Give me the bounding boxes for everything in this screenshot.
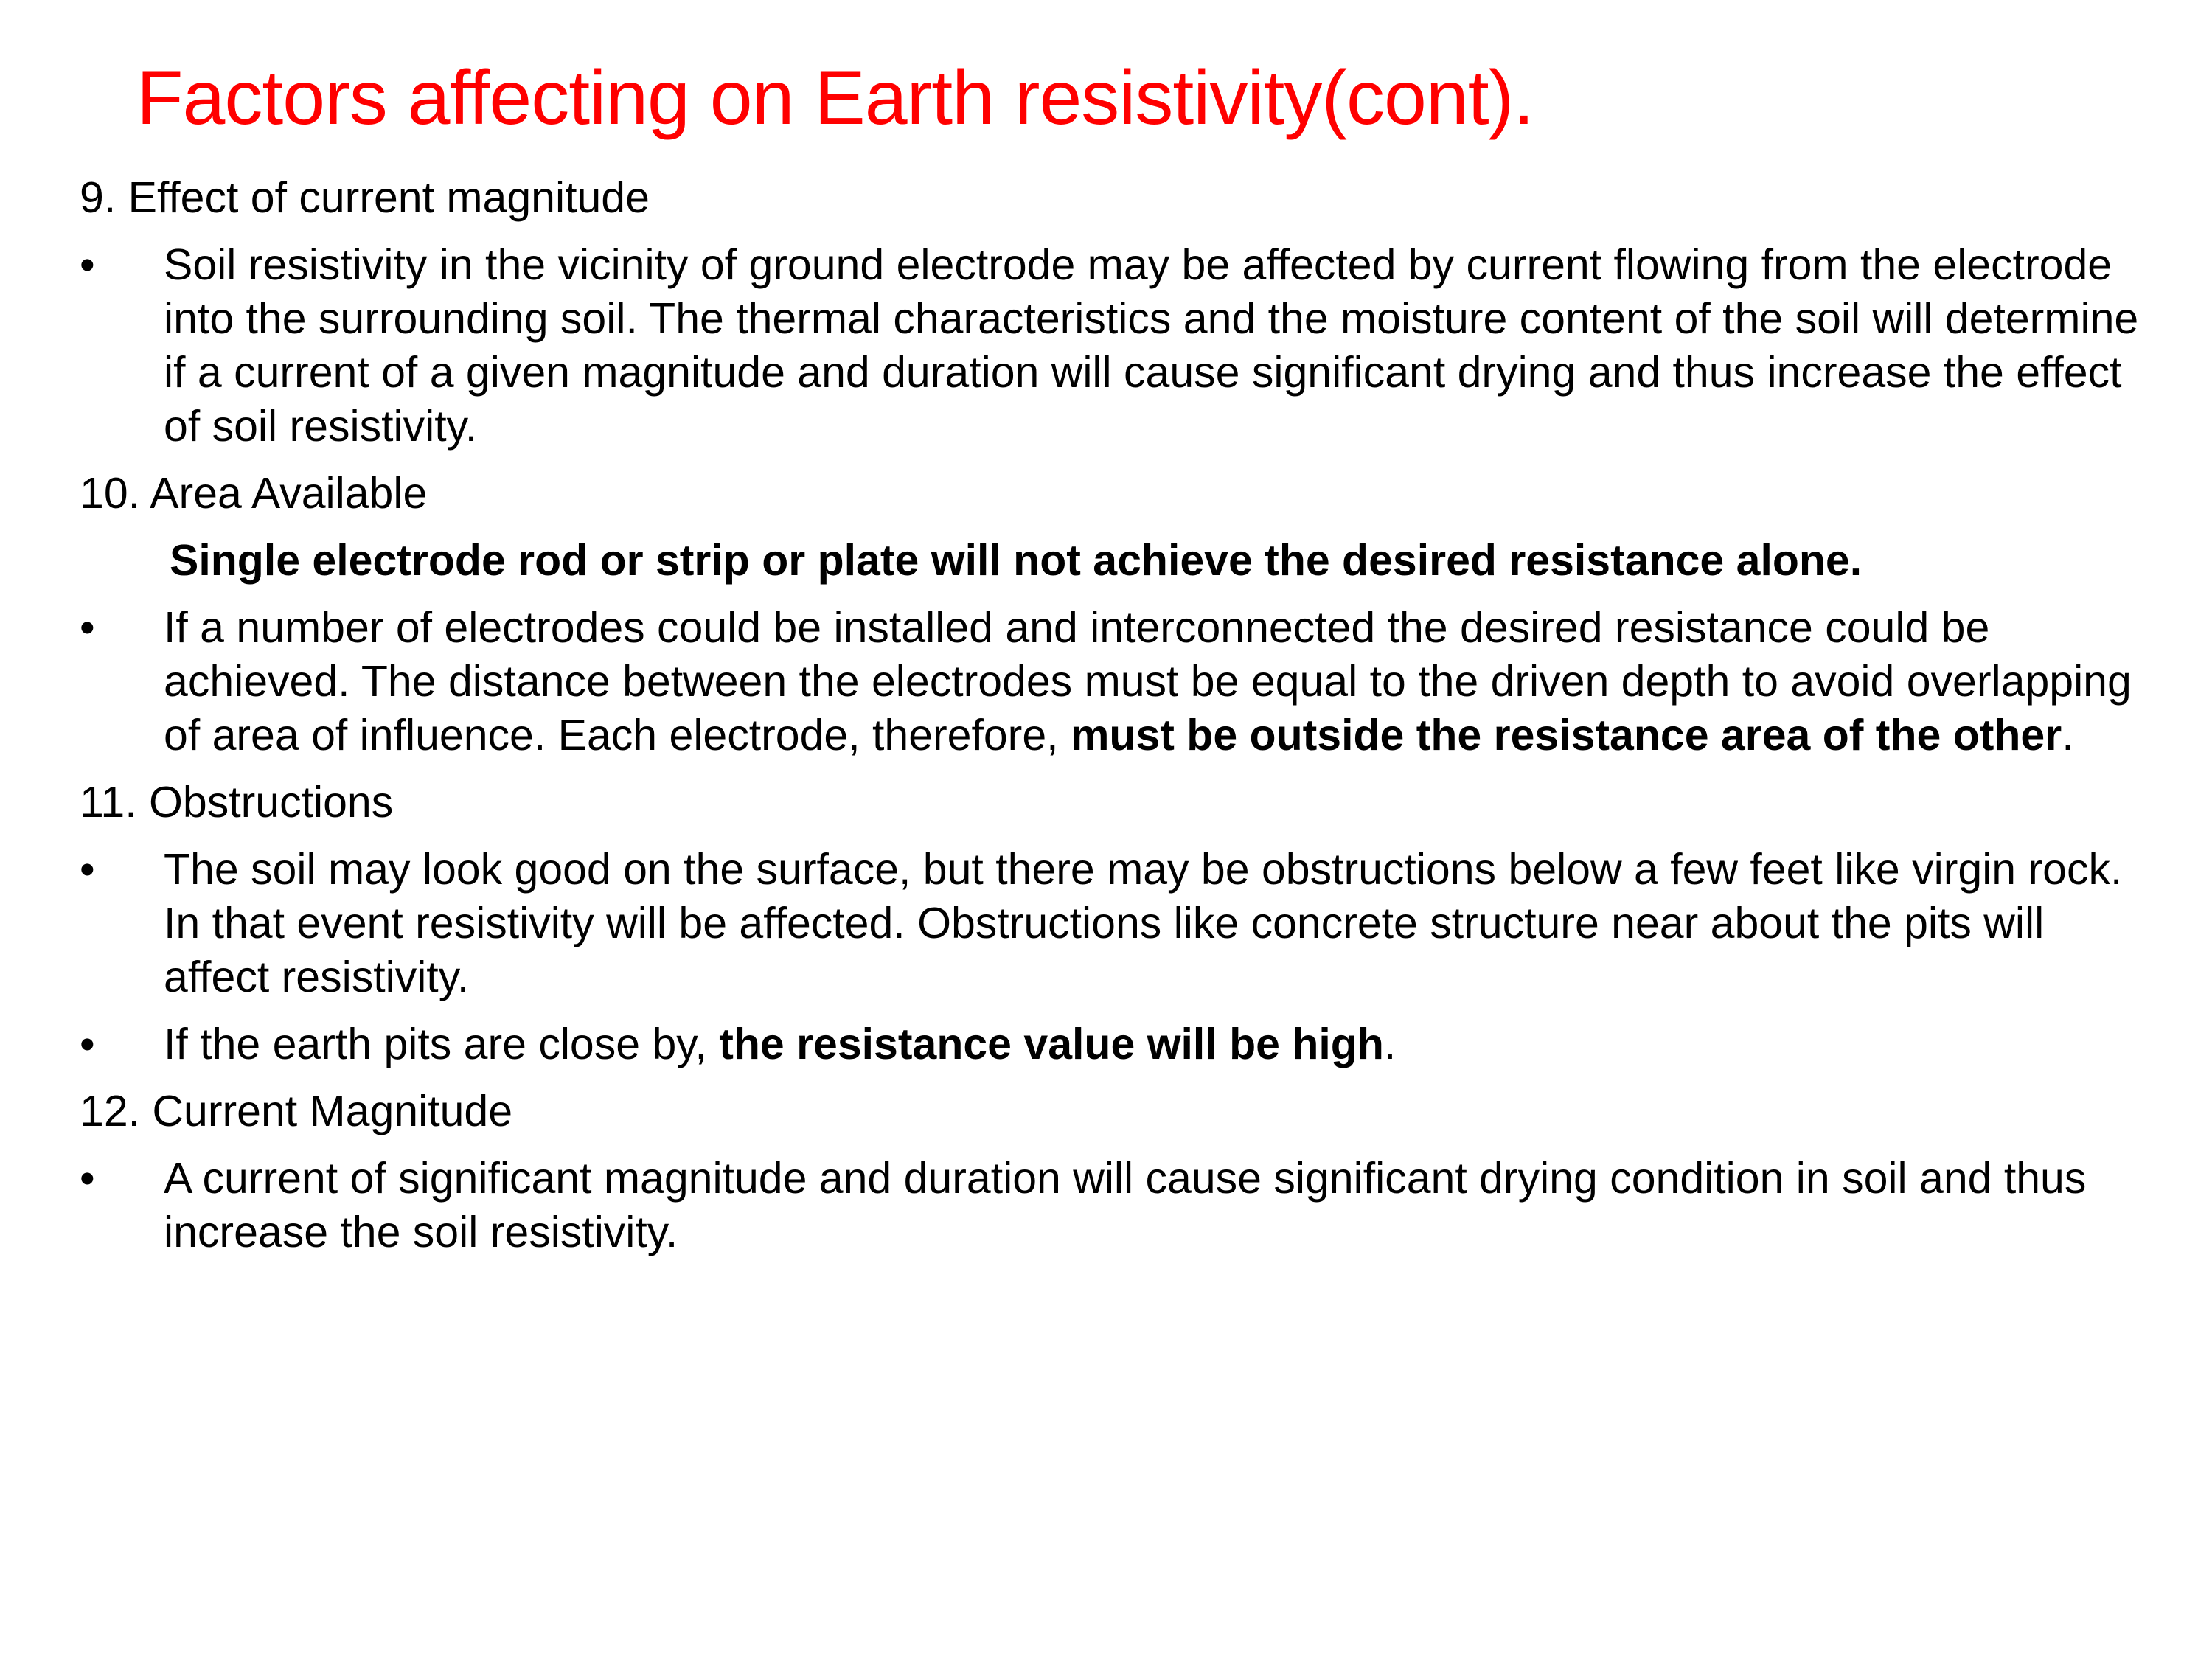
section-11-bullet-2 xyxy=(80,1018,2159,1071)
bullet-text: Soil resistivity in the vicinity of ground electrode may be affected by current flowing from the electrode into the surrounding soil. The thermal characteristics and the moisture content of the soil will determine if a current of a given magnitude and duration will cause significant drying and thus increase the effect of soil resistivity. xyxy=(164,240,2139,451)
section-11-bullet-1 xyxy=(80,843,2159,1004)
section-10-heading: 10. Area Available xyxy=(80,469,428,518)
bullet-end-text: . xyxy=(2062,711,2074,759)
bullet-dot-icon: • xyxy=(80,845,95,894)
section-11-heading: 11. Obstructions xyxy=(80,778,394,827)
bullet-text: A current of significant magnitude and duration will cause significant drying condition in soil and thus increase the soil resistivity. xyxy=(164,1154,2087,1256)
section-12-heading: 12. Current Magnitude xyxy=(80,1087,513,1135)
slide-title: Factors affecting on Earth resistivity(cont). xyxy=(136,55,1534,141)
section-10-bullet-1 xyxy=(80,601,2159,762)
bullet-dot-icon: • xyxy=(80,1020,95,1068)
section-12-bullet-1 xyxy=(80,1152,2159,1259)
bullet-bold-text: the resistance value will be high xyxy=(719,1020,1384,1068)
bullet-text: If the earth pits are close by, xyxy=(164,1020,707,1068)
bullet-end-text: . xyxy=(1383,1020,1397,1068)
bullet-dot-icon: • xyxy=(80,603,95,652)
bullet-dot-icon: • xyxy=(80,1154,95,1203)
section-9-bullet-1 xyxy=(80,238,2159,453)
slide-body xyxy=(80,171,2159,1273)
section-9-heading: 9. Effect of current magnitude xyxy=(80,173,650,222)
section-10-bold-line: Single electrode rod or strip or plate will not achieve the desired resistance alone. xyxy=(170,536,1863,585)
bullet-text: If a number of electrodes could be installed and interconnected the desired resistance could be achieved. The distance between the electrodes must be equal to the driven depth to avoid overlapping of area of influence. Each electrode, therefore, xyxy=(164,603,2132,759)
bullet-bold-text: must be outside the resistance area of the other xyxy=(1070,711,2062,759)
bullet-text: The soil may look good on the surface, but there may be obstructions below a few feet like virgin rock. In that event resistivity will be affected. Obstructions like concrete structure near about the pits will affect resistivity. xyxy=(164,845,2123,1001)
bullet-dot-icon: • xyxy=(80,240,95,289)
